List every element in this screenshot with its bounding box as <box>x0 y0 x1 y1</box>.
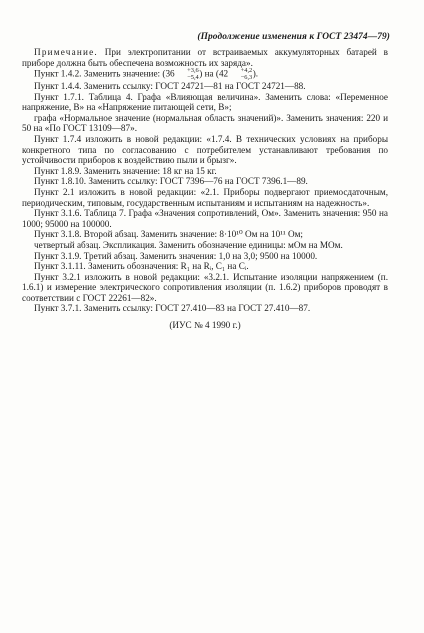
p142-middle: ) на (42 <box>199 68 229 79</box>
paragraph-3-1-8: Пункт 3.1.8. Второй абзац. Заменить значение: 8·10¹⁰ Ом на 10¹¹ Ом; <box>34 229 303 240</box>
p142-after: ). <box>252 68 259 79</box>
tolerance-fraction-2 <box>229 68 253 81</box>
tolerance-fraction-1 <box>175 68 199 81</box>
paragraph-3-1-9: Пункт 3.1.9. Третий абзац. Заменить значения: 1,0 на 3,0; 9500 на 10000. <box>34 250 318 261</box>
publication-footer: (ИУС № 4 1990 г.) <box>169 320 241 331</box>
paragraph-3-1-11: Пункт 3.1.11. Заменить обозначения: R₁ на Rᵢ, C₁ на Cᵢ. <box>34 261 249 272</box>
paragraph-1-7-1: Пункт 1.7.1. Таблица 4. Графа «Влияющая величина». Заменить слова: «Переменное напряжение, В» на «Напряжение питающей сети, В»; <box>22 91 388 113</box>
paragraph-1-7-1-column: графа «Нормальное значение (нормальная область значений)». Заменить значения: 220 и 50 на «По ГОСТ 13109—87». <box>22 112 388 134</box>
tolerance-2-lower: −6,3 <box>240 73 253 81</box>
paragraph-1-8-10: Пункт 1.8.10. Заменить ссылку: ГОСТ 7396—76 на ГОСТ 7396.1—89. <box>34 176 308 187</box>
paragraph-3-2-1: Пункт 3.2.1 изложить в новой редакции: «3.2.1. Испытание изоляции напряжением (п. 1.6.1) и измерение электрического сопротивления изоляции (п. 1.6.2) приборов проводят в соответствии с ГОСТ 22261—82». <box>22 271 388 303</box>
page-header: (Продолжение изменения к ГОСТ 23474—79) <box>197 32 390 42</box>
document-body <box>22 47 388 331</box>
p142-before: Пункт 1.4.2. Заменить значение: (36 <box>34 68 175 79</box>
paragraph-3-7-1: Пункт 3.7.1. Заменить ссылку: ГОСТ 27.410—83 на ГОСТ 27.410—87. <box>34 303 311 314</box>
note-text: При электропитании от встраиваемых аккумуляторных батарей в приборе должна быть обеспечена возможность их заряда». <box>22 47 388 68</box>
paragraph-1-7-4: Пункт 1.7.4 изложить в новой редакции: «1.7.4. В технических условиях на приборы конкретного типа по согласованию с потребителем устанавливают требования по устойчивости приборов к воздействию пыли и брызг». <box>22 133 388 166</box>
paragraph-2-1: Пункт 2.1 изложить в новой редакции: «2.1. Приборы подвергают приемосдаточным, периодическим, типовым, государственным испытаниям и испытаниям на надежность». <box>22 186 388 208</box>
paragraph-1-4-2 <box>22 68 388 81</box>
paragraph-3-1-8-explication: четвертый абзац. Экспликация. Заменить обозначение единицы: мОм на МОм. <box>34 239 343 250</box>
note-paragraph <box>22 47 388 68</box>
note-label: Примечание. <box>34 47 98 57</box>
paragraph-3-1-6: Пункт 3.1.6. Таблица 7. Графа «Значения сопротивлений, Ом». Заменить значения: 950 на 1000; 95000 на 100000. <box>22 208 388 229</box>
tolerance-1-lower: −5,4 <box>187 73 199 81</box>
tolerance-2-upper: +4,2 <box>240 67 253 75</box>
paragraph-1-8-9: Пункт 1.8.9. Заменить значение: 18 кг на 15 кг. <box>34 165 217 176</box>
paragraph-1-4-4: Пункт 1.4.4. Заменить ссылку: ГОСТ 24721—81 на ГОСТ 24721—88. <box>34 81 306 91</box>
tolerance-1-upper: +3,6 <box>187 67 199 75</box>
